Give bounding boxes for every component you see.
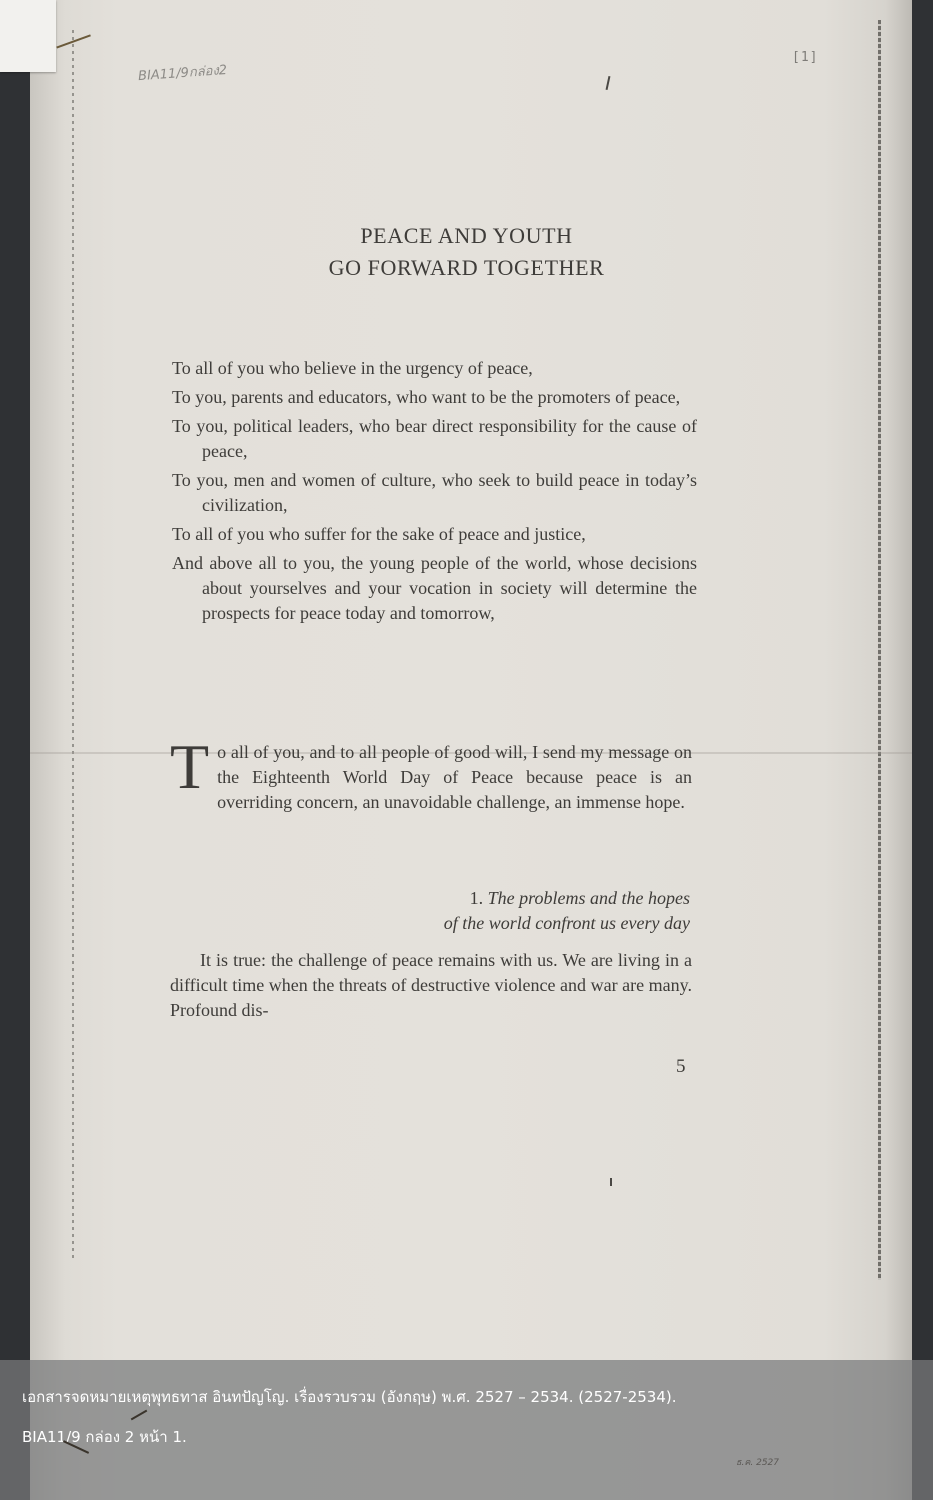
caption-title: เอกสารจดหมายเหตุพุทธทาส อินทปัญโญ. เรื่องรวบรวม (อังกฤษ) พ.ศ. 2527 – 2534. (2527-2534). xyxy=(22,1388,677,1406)
tape-strip xyxy=(0,0,56,72)
section-heading xyxy=(320,886,690,936)
handwritten-archive-ref: BIA11/9กล่อง2 xyxy=(137,62,228,85)
intro-line: And above all to you, the young people of the world, whose decisions about yourselves and your vocation in society will determine the prospects for peace today and tomorrow, xyxy=(172,553,697,623)
paper-edge-right xyxy=(878,20,881,1280)
pencil-tick-icon xyxy=(610,1178,612,1186)
faint-date-stamp: ธ.ค. 2527 xyxy=(736,1458,780,1468)
body-paragraph: It is true: the challenge of peace remains with us. We are living in a difficult time when the threats of destructive violence and war are many. Profound dis- xyxy=(170,950,692,1020)
intro-line: To all of you who believe in the urgency of peace, xyxy=(172,358,533,378)
intro-line: To all of you who suffer for the sake of peace and justice, xyxy=(172,524,586,544)
intro-line: To you, political leaders, who bear direct responsibility for the cause of peace, xyxy=(172,416,697,461)
paper-edge-left xyxy=(72,30,74,1260)
section-heading-line-2: of the world confront us every day xyxy=(443,913,690,933)
message-paragraph xyxy=(170,731,692,815)
intro-address-list xyxy=(172,356,697,630)
message-text: o all of you, and to all people of good will, I send my message on the Eighteenth World Day of Peace because peace is an overriding concern, an unavoidable challenge, an immense hope. xyxy=(217,742,692,812)
drop-cap: T xyxy=(170,731,210,802)
page-marker: [1] xyxy=(792,50,819,65)
title-line-2: GO FORWARD TOGETHER xyxy=(328,255,605,280)
caption-reference: BIA11/9 กล่อง 2 หน้า 1. xyxy=(22,1428,187,1446)
page-number: 5 xyxy=(676,1056,686,1077)
intro-line: To you, men and women of culture, who seek to build peace in today’s civilization, xyxy=(172,470,697,515)
section-number: 1. xyxy=(469,888,484,908)
section-heading-line-1: The problems and the hopes xyxy=(487,888,690,908)
intro-line: To you, parents and educators, who want to be the promoters of peace, xyxy=(172,387,681,407)
title-line-1: PEACE AND YOUTH xyxy=(360,223,573,248)
document-title xyxy=(0,220,933,284)
